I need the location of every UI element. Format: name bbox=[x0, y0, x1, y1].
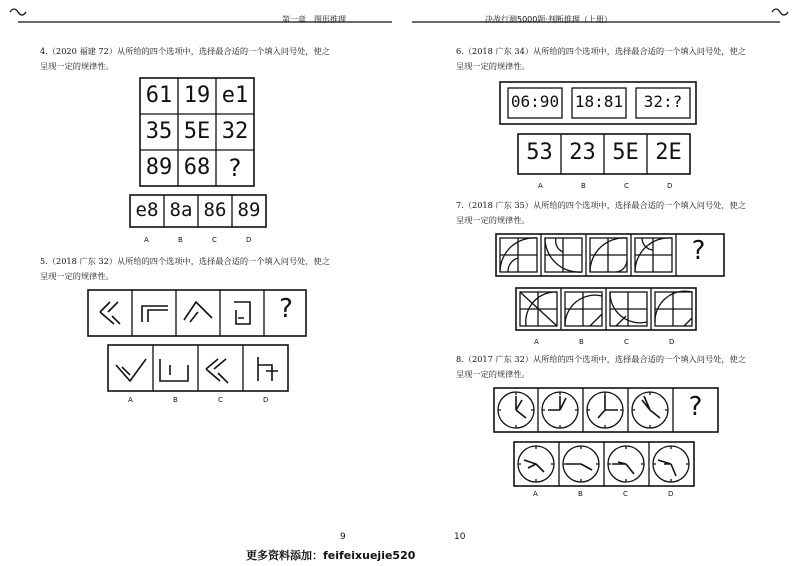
q6-line1: 6.（2018 广东 34）从所给的四个选项中，选择最合适的一个填入问号处，使之 bbox=[456, 46, 746, 56]
q4-option-a[interactable]: e8 bbox=[135, 199, 159, 221]
q4-grid-cells bbox=[140, 78, 254, 186]
q6-letter-d: D bbox=[667, 182, 673, 190]
q4-letter-a: A bbox=[144, 236, 149, 244]
q8-letter-a: A bbox=[533, 490, 538, 498]
q6-options bbox=[518, 134, 690, 174]
q8-question-mark: ? bbox=[688, 392, 703, 422]
q5-question-mark: ? bbox=[279, 294, 293, 324]
q6-text bbox=[456, 44, 796, 74]
q4-text bbox=[40, 44, 380, 74]
q4-cell-9: ? bbox=[228, 154, 242, 182]
q5-options-strip bbox=[108, 345, 298, 393]
q4-cell-4: 35 bbox=[145, 119, 173, 144]
q5-line1: 5.（2018 广东 32）从所给的四个选项中，选择最合适的一个填入问号处，使之 bbox=[40, 256, 330, 266]
q8-options-strip bbox=[514, 442, 700, 488]
q7-letter-a: A bbox=[534, 338, 539, 346]
q7-question-mark: ? bbox=[691, 236, 706, 266]
q4-option-b[interactable]: 8a bbox=[169, 199, 193, 221]
q4-cell-1: 61 bbox=[145, 83, 173, 108]
q6-letter-a: A bbox=[538, 182, 543, 190]
q7-letter-c: C bbox=[624, 338, 629, 346]
header-rule bbox=[0, 0, 800, 30]
page-number-left: 9 bbox=[340, 532, 346, 542]
page-number-right: 10 bbox=[454, 532, 466, 542]
q4-cell-8: 68 bbox=[183, 155, 211, 180]
q4-cell-6: 32 bbox=[221, 119, 249, 144]
q7-letter-b: B bbox=[579, 338, 584, 346]
q6-option-d[interactable]: 2E bbox=[655, 140, 682, 165]
footer-note: 更多资料添加：feifeixuejie520 bbox=[246, 549, 416, 562]
q4-line2: 呈现一定的规律性。 bbox=[40, 61, 114, 71]
q6-option-b[interactable]: 23 bbox=[569, 140, 596, 165]
q5-text bbox=[40, 254, 380, 284]
q4-option-d[interactable]: 89 bbox=[237, 199, 261, 221]
q4-cell-3: e1 bbox=[221, 83, 249, 108]
q5-letter-d: D bbox=[263, 396, 269, 404]
q4-letter-c: C bbox=[212, 236, 217, 244]
q4-letter-d: D bbox=[246, 236, 252, 244]
q7-text bbox=[456, 198, 796, 228]
header-left: 第一章 图形推理 bbox=[282, 15, 346, 24]
q7-letter-d: D bbox=[669, 338, 675, 346]
q4-letter-b: B bbox=[178, 236, 183, 244]
q4-option-c[interactable]: 86 bbox=[203, 199, 227, 221]
q8-text bbox=[456, 352, 796, 382]
q8-line2: 呈现一定的规律性。 bbox=[456, 369, 530, 379]
q7-line2: 呈现一定的规律性。 bbox=[456, 215, 530, 225]
q8-line1: 8.（2017 广东 32）从所给的四个选项中，选择最合适的一个填入问号处，使之 bbox=[456, 354, 746, 364]
q7-options-strip bbox=[516, 288, 700, 332]
q5-letter-c: C bbox=[218, 396, 223, 404]
q8-letter-c: C bbox=[623, 490, 628, 498]
header-right: 决战行测5000题·判断推理（上册） bbox=[485, 15, 612, 24]
q6-option-c[interactable]: 5E bbox=[612, 140, 639, 165]
q6-stems bbox=[500, 82, 696, 124]
q6-option-a[interactable]: 53 bbox=[526, 140, 553, 165]
q6-letter-b: B bbox=[581, 182, 586, 190]
q5-line2: 呈现一定的规律性。 bbox=[40, 271, 114, 281]
q5-letter-b: B bbox=[173, 396, 178, 404]
q4-line1: 4.（2020 福建 72）从所给的四个选项中，选择最合适的一个填入问号处，使之 bbox=[40, 46, 330, 56]
q6-stem-1: 06:90 bbox=[510, 92, 560, 111]
q4-cell-2: 19 bbox=[183, 83, 211, 108]
q4-cell-7: 89 bbox=[145, 155, 173, 180]
q6-line2: 呈现一定的规律性。 bbox=[456, 61, 530, 71]
q5-letter-a: A bbox=[128, 396, 133, 404]
q8-letter-d: D bbox=[668, 490, 674, 498]
q7-line1: 7.（2018 广东 35）从所给的四个选项中，选择最合适的一个填入问号处，使之 bbox=[456, 200, 746, 210]
q4-options bbox=[130, 195, 266, 227]
q6-letter-c: C bbox=[624, 182, 629, 190]
q6-stem-3: 32:? bbox=[643, 92, 683, 111]
q6-stem-2: 18:81 bbox=[574, 92, 624, 111]
q4-cell-5: 5E bbox=[183, 119, 211, 144]
q8-letter-b: B bbox=[578, 490, 583, 498]
